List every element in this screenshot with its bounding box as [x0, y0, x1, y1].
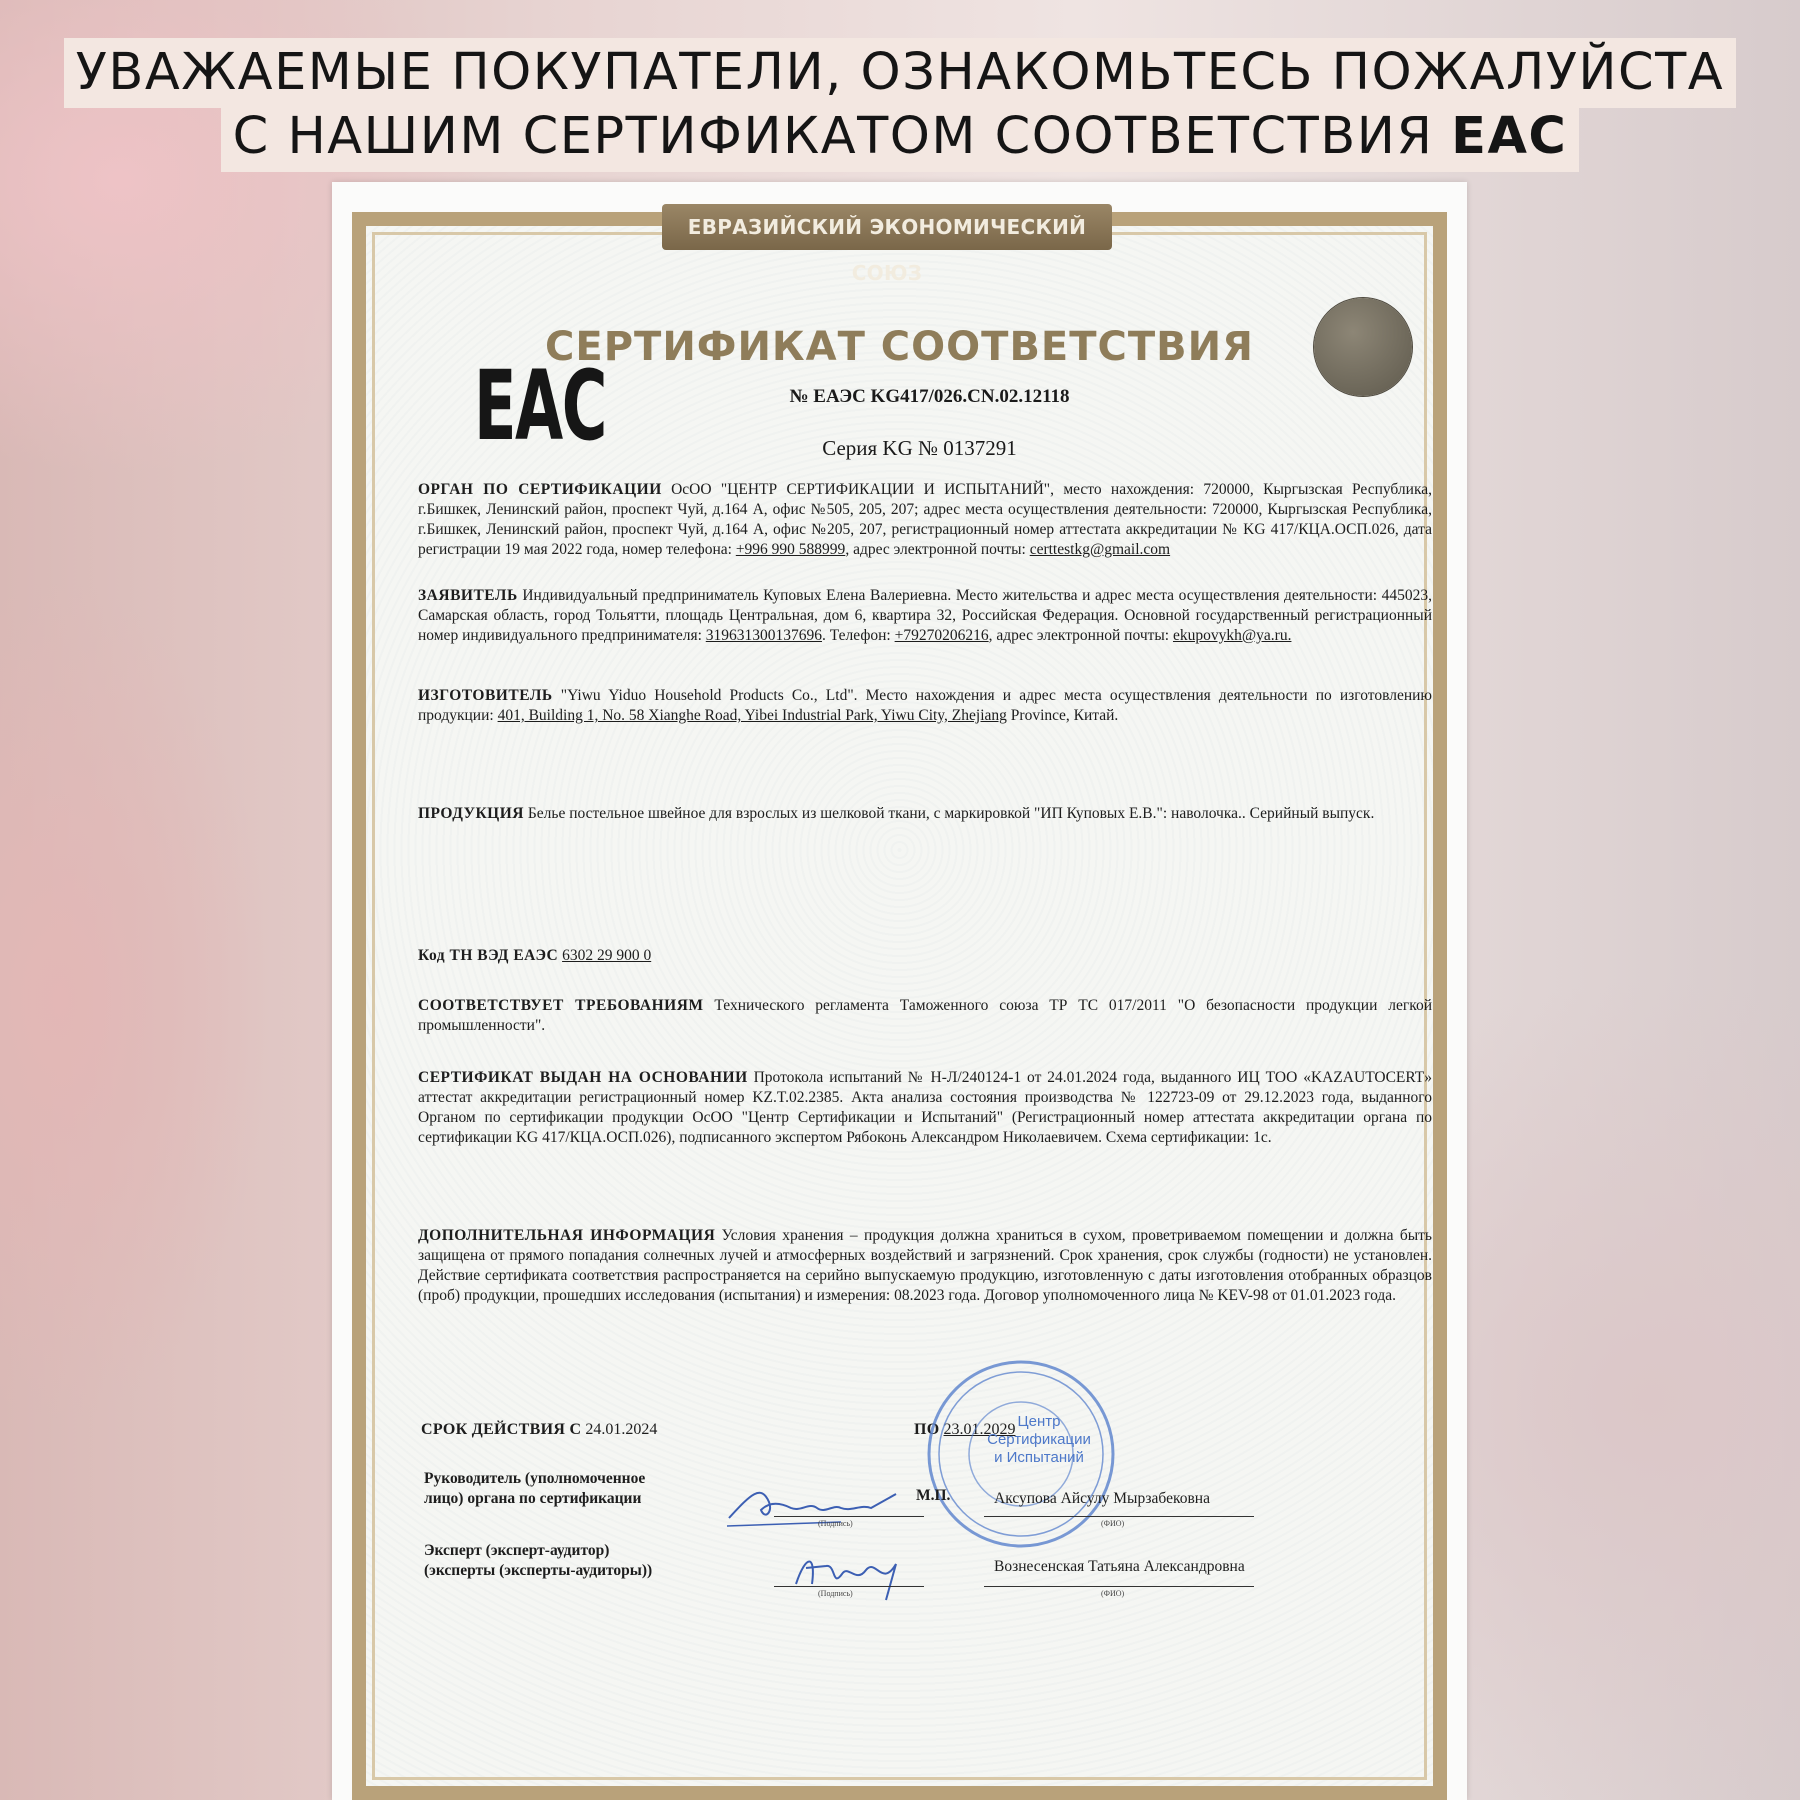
stamp-line-2: Сертификации [987, 1431, 1091, 1448]
certificate-number: № ЕАЭС KG417/026.CN.02.12118 [789, 386, 1070, 407]
banner-line-2 [221, 102, 1580, 172]
union-banner: ЕВРАЗИЙСКИЙ ЭКОНОМИЧЕСКИЙ СОЮЗ [662, 204, 1112, 250]
manufacturer-text: "Yiwu Yiduo Household Products Co., Ltd". Место нахождения и адрес места осуществления деятельности по изготовлению продукции: [418, 687, 1433, 724]
code-value: 6302 29 900 0 [562, 947, 652, 964]
code-label: Код ТН ВЭД ЕАЭС [418, 947, 559, 964]
expert-label-line-1: Эксперт (эксперт-аудитор) [424, 1542, 610, 1559]
organ-phone: +996 990 588999 [735, 541, 846, 558]
section-product [418, 804, 1432, 824]
organ-email: certtestkg@gmail.com [1029, 541, 1171, 558]
manufacturer-address: 401, Building 1, No. 58 Xianghe Road, Yibei Industrial Park, Yiwu City, Zhejiang [497, 707, 1007, 724]
expert-signature-icon [786, 1544, 926, 1604]
banner-line-2-text: С НАШИМ СЕРТИФИКАТОМ СООТВЕТСТВИЯ [232, 107, 1452, 166]
section-requirements [418, 996, 1432, 1036]
head-label-line-2: лицо) органа по сертификации [424, 1490, 642, 1507]
section-manufacturer [418, 686, 1432, 726]
basis-label: СЕРТИФИКАТ ВЫДАН НА ОСНОВАНИИ [418, 1069, 748, 1086]
expert-sign-line [774, 1586, 924, 1587]
expert-name-caption: (ФИО) [1101, 1589, 1125, 1598]
certificate-paper [332, 182, 1467, 1800]
banner-eac-bold: EAC [1451, 107, 1568, 166]
head-sign-caption: (Подпись) [818, 1519, 853, 1528]
applicant-phone-label: . Телефон: [822, 627, 891, 644]
expert-name: Вознесенская Татьяна Александровна [994, 1558, 1245, 1575]
section-applicant [418, 586, 1432, 646]
section-issued-basis [418, 1068, 1432, 1148]
product-text: Белье постельное швейное для взрослых из шелковой ткани, с маркировкой "ИП Куповых Е.В.": наволочка.. Серийный выпуск. [527, 805, 1375, 822]
eac-mark: EAC [474, 350, 606, 462]
section-hs-code [418, 946, 1432, 966]
manufacturer-tail: Province, Китай. [1010, 707, 1119, 724]
organ-label: ОРГАН ПО СЕРТИФИКАЦИИ [418, 481, 662, 498]
additional-label: ДОПОЛНИТЕЛЬНАЯ ИНФОРМАЦИЯ [418, 1227, 716, 1244]
validity-to-date: 23.01.2029 [943, 1421, 1016, 1438]
applicant-email: ekupovykh@ya.ru. [1173, 627, 1292, 644]
expert-label-line-2: (эксперты (эксперты-аудиторы)) [424, 1562, 653, 1579]
stamp-line-3: и Испытаний [994, 1449, 1084, 1466]
banner-line-1: УВАЖАЕМЫЕ ПОКУПАТЕЛИ, ОЗНАКОМЬТЕСЬ ПОЖАЛУЙСТА [64, 38, 1736, 108]
certificate-frame [352, 212, 1447, 1800]
applicant-phone: +79270206216 [894, 627, 989, 644]
expert-label [424, 1541, 652, 1581]
certificate-series: Серия KG № 0137291 [822, 436, 1017, 460]
organ-email-label: , адрес электронной почты: [845, 541, 1026, 558]
section-certification-body [418, 480, 1432, 560]
validity-from [421, 1421, 657, 1439]
head-name: Аксупова Айсулу Мырзабековна [994, 1490, 1210, 1507]
head-sign-line [774, 1516, 924, 1517]
mp-label: М.П. [916, 1487, 951, 1504]
basis-text: Протокола испытаний № Н-Л/240124-1 от 24.01.2024 года, выданного ИЦ ТОО «KAZAUTOCERT» аттестат аккредитации регистрационный номер KZ.T.02.2385. Акта анализа состояния производства № 122723-09 от 29.12.2023 года, выданного Органом по сертификации продукции ОсОО "Центр Сертификации и Испытаний" (Регистрационный номер аттестата аккредитации органа по сертификации KG 417/КЦА.ОСП.026), подписанного экспертом Рябоконь Александром Николаевичем. Схема сертификации: 1с. [418, 1069, 1433, 1146]
round-stamp-icon [921, 1354, 1121, 1554]
section-additional-info [418, 1226, 1432, 1306]
applicant-email-label: , адрес электронной почты: [988, 627, 1170, 644]
hologram-seal-icon [1314, 298, 1412, 396]
organ-text: ОсОО "ЦЕНТР СЕРТИФИКАЦИИ И ИСПЫТАНИЙ", место нахождения: 720000, Кыргызская Республика, г.Бишкек, Ленинский район, проспект Чуй, д.164 А, офис №505, 205, 207; адрес места осуществления деятельности: 720000, Кыргызская Республика, г.Бишкек, Ленинский район, проспект Чуй, д.164 А, офис №205, 207, регистрационный номер аттестата аккредитации № KG 417/КЦА.ОСП.026, дата регистрации 19 мая 2022 года, номер телефона: [418, 481, 1432, 558]
expert-name-line [984, 1586, 1254, 1587]
applicant-ogrn: 319631300137696 [705, 627, 823, 644]
banner [0, 38, 1800, 166]
validity-from-date: 24.01.2024 [585, 1421, 658, 1438]
stamp-line-1: Центр [1017, 1413, 1061, 1430]
head-name-line [984, 1516, 1254, 1517]
additional-text: Условия хранения – продукция должна храниться в сухом, проветриваемом помещении и должна быть защищена от прямого попадания солнечных лучей и атмосферных воздействий и загрязнений. Срок хранения, срок службы (годности) не установлен. Действие сертификата соответствия распространяется на серийно выпускаемую продукцию, изготовленную с даты изготовления отобранных образцов (проб) продукции, прошедших исследования (испытания) и измерения: 08.2023 года. Договор уполномоченного лица № KEV-98 от 01.01.2023 года. [418, 1227, 1433, 1304]
manufacturer-label: ИЗГОТОВИТЕЛЬ [418, 687, 553, 704]
requirements-text: Технического регламента Таможенного союза ТР ТС 017/2011 "О безопасности продукции легкой промышленности". [418, 997, 1432, 1034]
expert-sign-caption: (Подпись) [818, 1589, 853, 1598]
validity-to-label: ПО [914, 1421, 940, 1438]
product-label: ПРОДУКЦИЯ [418, 805, 524, 822]
head-name-caption: (ФИО) [1101, 1519, 1125, 1528]
head-label-line-1: Руководитель (уполномоченное [424, 1470, 646, 1487]
head-label [424, 1469, 645, 1509]
certificate-title: СЕРТИФИКАТ СООТВЕТСТВИЯ [545, 324, 1254, 370]
applicant-label: ЗАЯВИТЕЛЬ [418, 587, 518, 604]
requirements-label: СООТВЕТСТВУЕТ ТРЕБОВАНИЯМ [418, 997, 704, 1014]
applicant-text: Индивидуальный предприниматель Куповых Елена Валериевна. Место жительства и адрес места осуществления деятельности: 445023, Самарская область, город Тольятти, площадь Центральная, дом 6, квартира 32, Российская Федерация. Основной государственный регистрационный номер индивидуального предпринимателя: [418, 587, 1432, 644]
validity-from-label: СРОК ДЕЙСТВИЯ С [421, 1421, 582, 1438]
